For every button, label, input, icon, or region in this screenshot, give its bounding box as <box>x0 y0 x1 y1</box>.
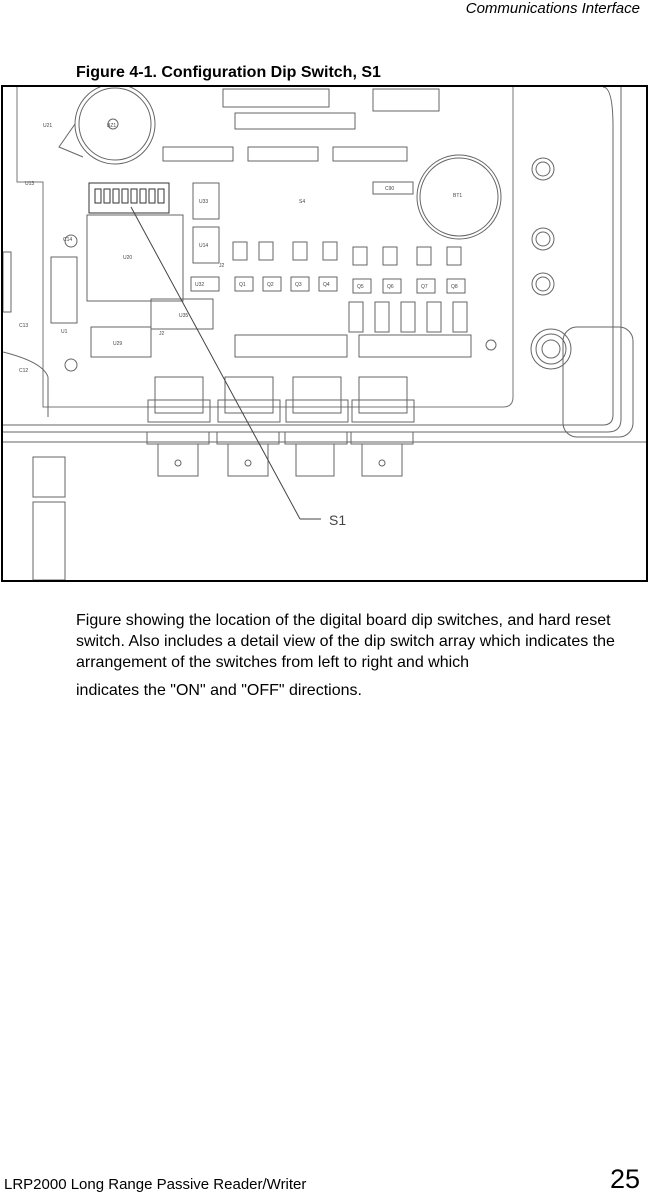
label-u32: U32 <box>195 282 205 288</box>
caption-paragraph-1: Figure showing the location of the digital board dip switches, and hard reset switch. Also includes a detail view of the dip switch array which indicates the arrangement of the switches from left to right and which <box>76 612 615 671</box>
label-j2: J2 <box>219 263 225 269</box>
label-u29: U29 <box>113 341 123 347</box>
label-u13: U13 <box>25 181 35 187</box>
label-u35: U35 <box>179 313 189 319</box>
label-c12: C12 <box>19 368 29 374</box>
figure-title: Figure 4-1. Configuration Dip Switch, S1 <box>76 64 381 81</box>
label-q5: Q5 <box>357 284 364 290</box>
label-u1: U1 <box>61 329 68 335</box>
s1-callout-label: S1 <box>329 512 347 528</box>
label-c13: C13 <box>19 323 29 329</box>
figure-frame <box>1 85 648 582</box>
label-u33: U33 <box>199 199 209 205</box>
circuit-board-drawing <box>3 87 646 580</box>
caption-paragraph-2: indicates the "ON" and "OFF" directions. <box>76 682 362 699</box>
label-j2-lower: J2 <box>159 331 165 337</box>
label-q1: Q1 <box>239 282 246 288</box>
label-u20: U20 <box>123 255 133 261</box>
label-bz1: BZ1 <box>107 123 117 129</box>
running-header: Communications Interface <box>465 0 640 17</box>
label-u14: U14 <box>199 243 209 249</box>
label-q6: Q6 <box>387 284 394 290</box>
label-q4: Q4 <box>323 282 330 288</box>
label-q8: Q8 <box>451 284 458 290</box>
label-s4: S4 <box>299 199 306 205</box>
label-bt1: BT1 <box>453 193 463 199</box>
figure-caption <box>76 610 648 701</box>
label-q2: Q2 <box>267 282 274 288</box>
page-number: 25 <box>609 1164 640 1194</box>
label-q7: Q7 <box>421 284 428 290</box>
label-q3: Q3 <box>295 282 302 288</box>
footer-document-title: LRP2000 Long Range Passive Reader/Writer <box>4 1176 307 1193</box>
label-u21: U21 <box>43 123 53 129</box>
label-c90: C90 <box>385 186 395 192</box>
label-c14: C14 <box>63 237 73 243</box>
